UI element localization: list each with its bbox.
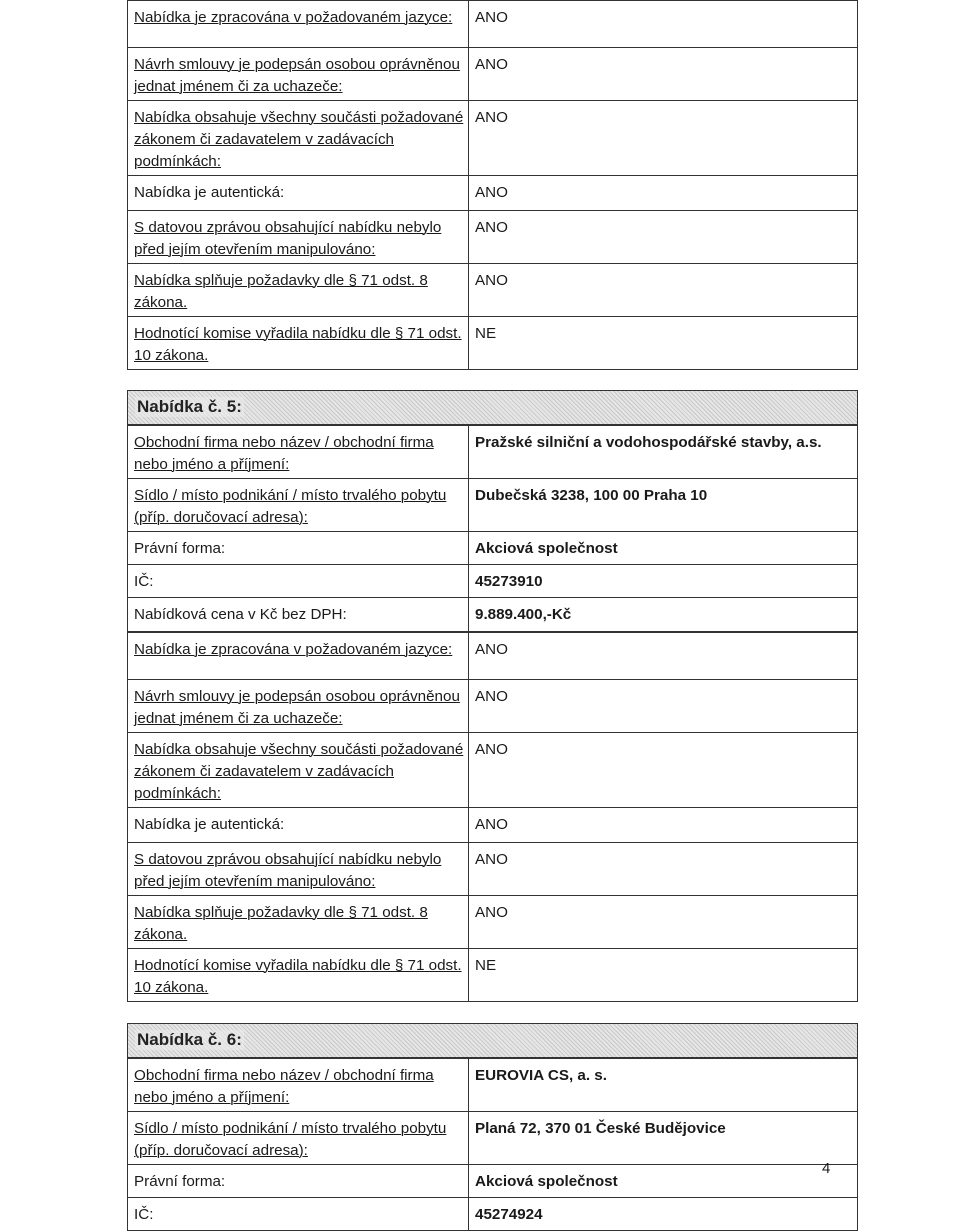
page-number: 4 [822,1160,831,1177]
check-label: Nabídka je zpracována v požadovaném jazyce: [128,1,469,48]
table-row [128,565,858,598]
check-value: ANO [469,808,858,843]
table-row [128,1198,858,1231]
check-value: NE [469,317,858,370]
info-value: Akciová společnost [469,532,858,565]
offer5-info-table [127,425,858,632]
check-value: ANO [469,680,858,733]
check-label: Nabídka splňuje požadavky dle § 71 odst. 8 zákona. [128,264,469,317]
check-value: ANO [469,176,858,211]
check-value: ANO [469,896,858,949]
check-label: S datovou zprávou obsahující nabídku nebylo před jejím otevřením manipulováno: [128,843,469,896]
offer5-checks-table [127,632,858,1002]
check-label: Hodnotící komise vyřadila nabídku dle § 71 odst. 10 zákona. [128,949,469,1002]
info-value: 45274924 [469,1198,858,1231]
top-checks-table [127,0,858,370]
offer6-info-table [127,1058,858,1231]
offer5-header [127,390,858,425]
table-row [128,532,858,565]
check-value: ANO [469,48,858,101]
info-value: Akciová společnost [469,1165,858,1198]
table-row [128,211,858,264]
table-row [128,1112,858,1165]
check-label: Nabídka je zpracována v požadovaném jazyce: [128,633,469,680]
table-row [128,633,858,680]
table-row [128,48,858,101]
table-row [128,598,858,632]
check-value: ANO [469,843,858,896]
info-value: Planá 72, 370 01 České Budějovice [469,1112,858,1165]
table-row [128,808,858,843]
info-label: Sídlo / místo podnikání / místo trvalého pobytu (příp. doručovací adresa): [128,1112,469,1165]
info-label: Sídlo / místo podnikání / místo trvalého pobytu (příp. doručovací adresa): [128,479,469,532]
info-label: Obchodní firma nebo název / obchodní firma nebo jméno a příjmení: [128,1059,469,1112]
check-value: NE [469,949,858,1002]
info-label: IČ: [128,1198,469,1231]
table-row [128,1165,858,1198]
check-value: ANO [469,101,858,176]
check-label: Nabídka obsahuje všechny součásti požadované zákonem či zadavatelem v zadávacích podmínkách: [128,733,469,808]
check-value: ANO [469,633,858,680]
table-row [128,896,858,949]
info-label: Nabídková cena v Kč bez DPH: [128,598,469,632]
table-row [128,176,858,211]
info-label: Právní forma: [128,532,469,565]
info-label: Právní forma: [128,1165,469,1198]
table-row [128,843,858,896]
check-value: ANO [469,1,858,48]
offer5-title: Nabídka č. 5: [137,397,242,416]
offer6-title: Nabídka č. 6: [137,1030,242,1049]
check-value: ANO [469,733,858,808]
check-label: Nabídka splňuje požadavky dle § 71 odst. 8 zákona. [128,896,469,949]
table-row [128,426,858,479]
info-value: Pražské silniční a vodohospodářské stavby, a.s. [469,426,858,479]
check-label: Nabídka obsahuje všechny součásti požadované zákonem či zadavatelem v zadávacích podmínkách: [128,101,469,176]
offer6-header [127,1023,858,1058]
table-row [128,680,858,733]
check-label: Nabídka je autentická: [128,176,469,211]
table-row [128,264,858,317]
info-value: 9.889.400,-Kč [469,598,858,632]
check-value: ANO [469,211,858,264]
check-label: Hodnotící komise vyřadila nabídku dle § 71 odst. 10 zákona. [128,317,469,370]
table-row [128,1,858,48]
check-label: Návrh smlouvy je podepsán osobou oprávněnou jednat jménem či za uchazeče: [128,48,469,101]
table-row [128,101,858,176]
info-label: IČ: [128,565,469,598]
document-page [127,0,858,1231]
check-label: Nabídka je autentická: [128,808,469,843]
table-row [128,479,858,532]
info-value: 45273910 [469,565,858,598]
check-value: ANO [469,264,858,317]
check-label: S datovou zprávou obsahující nabídku nebylo před jejím otevřením manipulováno: [128,211,469,264]
table-row [128,949,858,1002]
table-row [128,1059,858,1112]
table-row [128,317,858,370]
info-value: EUROVIA CS, a. s. [469,1059,858,1112]
info-label: Obchodní firma nebo název / obchodní firma nebo jméno a příjmení: [128,426,469,479]
info-value: Dubečská 3238, 100 00 Praha 10 [469,479,858,532]
table-row [128,733,858,808]
check-label: Návrh smlouvy je podepsán osobou oprávněnou jednat jménem či za uchazeče: [128,680,469,733]
